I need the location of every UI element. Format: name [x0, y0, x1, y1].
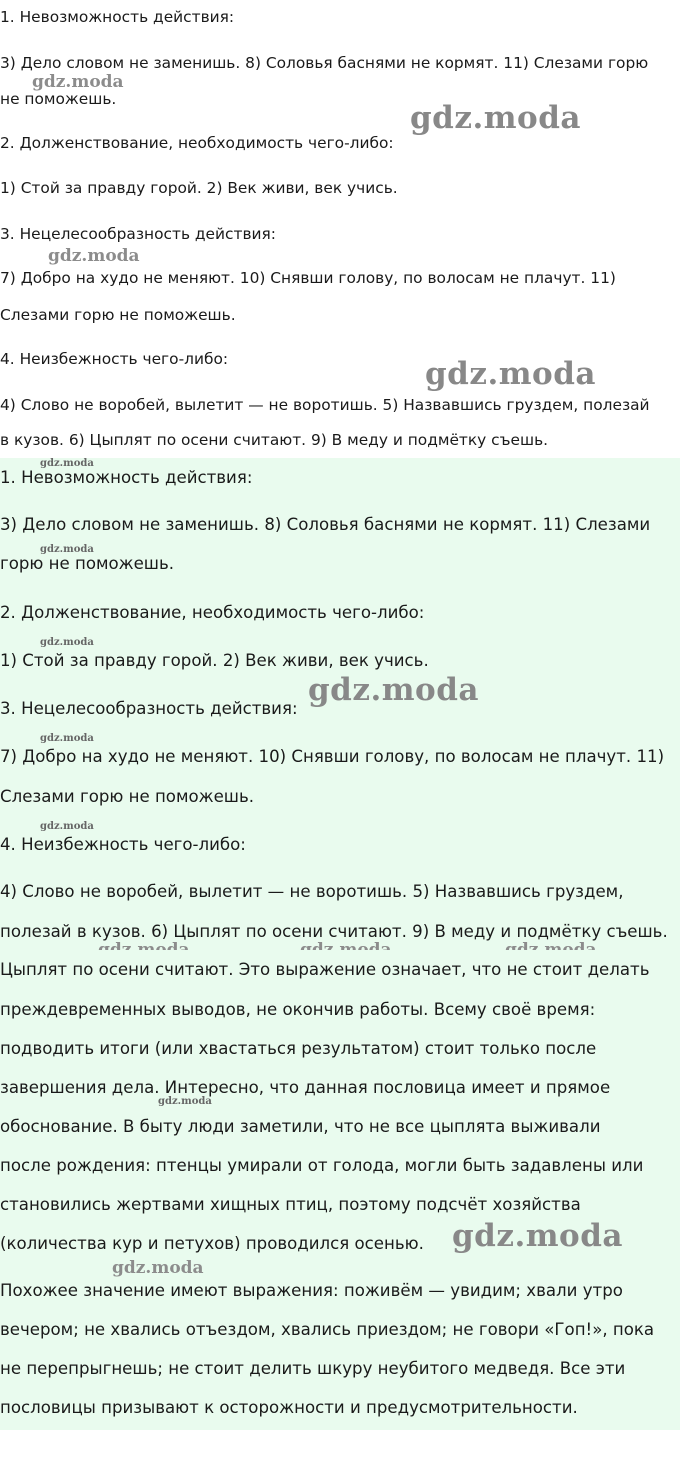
watermark: gdz.moda: [308, 672, 479, 708]
text-line: Слезами горю не поможешь.: [0, 787, 255, 806]
text-line: в кузов. 6) Цыплят по осени считают. 9) В меду и подмётку съешь.: [0, 431, 549, 449]
text-line: завершения дела. Интересно, что данная пословица имеет и прямое: [0, 1078, 611, 1097]
text-line: 3) Дело словом не заменишь. 8) Соловья баснями не кормят. 11) Слезами горю: [0, 54, 649, 72]
answer-block-2: [0, 458, 680, 950]
text-line: подводить итоги (или хвастаться результатом) стоит только после: [0, 1039, 597, 1058]
watermark: gdz.moda: [112, 1258, 204, 1278]
text-line: вечером; не хвались отъездом, хвались приездом; не говори «Гоп!», пока: [0, 1320, 655, 1339]
text-line: 1. Невозможность действия:: [0, 468, 253, 487]
text-line: полезай в кузов. 6) Цыплят по осени считают. 9) В меду и подмётку съешь.: [0, 922, 668, 941]
text-line: 2. Долженствование, необходимость чего-либо:: [0, 603, 425, 622]
answer-block-1: [0, 0, 680, 458]
watermark: gdz.moda: [32, 72, 124, 92]
text-line: Похожее значение имеют выражения: поживём — увидим; хвали утро: [0, 1281, 623, 1300]
text-line: Слезами горю не поможешь.: [0, 306, 236, 324]
text-line: после рождения: птенцы умирали от голода, могли быть задавлены или: [0, 1156, 644, 1175]
watermark: gdz.moda: [425, 356, 596, 392]
text-line: становились жертвами хищных птиц, поэтому подсчёт хозяйства: [0, 1195, 581, 1214]
text-line: 7) Добро на худо не меняют. 10) Снявши голову, по волосам не плачут. 11): [0, 747, 665, 766]
text-line: 7) Добро на худо не меняют. 10) Снявши голову, по волосам не плачут. 11): [0, 269, 616, 287]
watermark: gdz.moda: [40, 821, 94, 832]
watermark: gdz.moda: [158, 1096, 212, 1107]
text-line: 4) Слово не воробей, вылетит — не воротишь. 5) Назвавшись груздем,: [0, 882, 624, 901]
watermark: gdz.moda: [40, 544, 94, 555]
text-line: (количества кур и петухов) проводился осенью.: [0, 1234, 424, 1253]
watermark: gdz.moda: [48, 246, 140, 266]
text-line: не поможешь.: [0, 90, 117, 108]
text-line: 1. Невозможность действия:: [0, 8, 235, 26]
text-line: 4. Неизбежность чего-либо:: [0, 835, 246, 854]
watermark: gdz.moda: [40, 637, 94, 648]
text-line: 4) Слово не воробей, вылетит — не воротишь. 5) Назвавшись груздем, полезай: [0, 396, 650, 414]
text-line: обоснование. В быту люди заметили, что не все цыплята выживали: [0, 1117, 601, 1136]
explanation-block: [0, 950, 680, 1430]
text-line: 3. Нецелесообразность действия:: [0, 699, 298, 718]
watermark: gdz.moda: [40, 733, 94, 744]
text-line: 1) Стой за правду горой. 2) Век живи, век учись.: [0, 179, 398, 197]
watermark: gdz.moda: [40, 458, 94, 469]
text-line: 3) Дело словом не заменишь. 8) Соловья баснями не кормят. 11) Слезами: [0, 515, 651, 534]
text-line: 1) Стой за правду горой. 2) Век живи, век учись.: [0, 651, 429, 670]
text-line: 4. Неизбежность чего-либо:: [0, 350, 229, 368]
text-line: 3. Нецелесообразность действия:: [0, 225, 276, 243]
text-line: Цыплят по осени считают. Это выражение означает, что не стоит делать: [0, 960, 650, 979]
text-line: пословицы призывают к осторожности и предусмотрительности.: [0, 1398, 578, 1417]
watermark: gdz.moda: [452, 1218, 623, 1254]
text-line: не перепрыгнешь; не стоит делить шкуру неубитого медведя. Все эти: [0, 1359, 626, 1378]
watermark: gdz.moda: [410, 100, 581, 136]
text-line: 2. Долженствование, необходимость чего-либо:: [0, 134, 394, 152]
text-line: преждевременных выводов, не окончив работы. Всему своё время:: [0, 1000, 596, 1019]
text-line: горю не поможешь.: [0, 554, 175, 573]
